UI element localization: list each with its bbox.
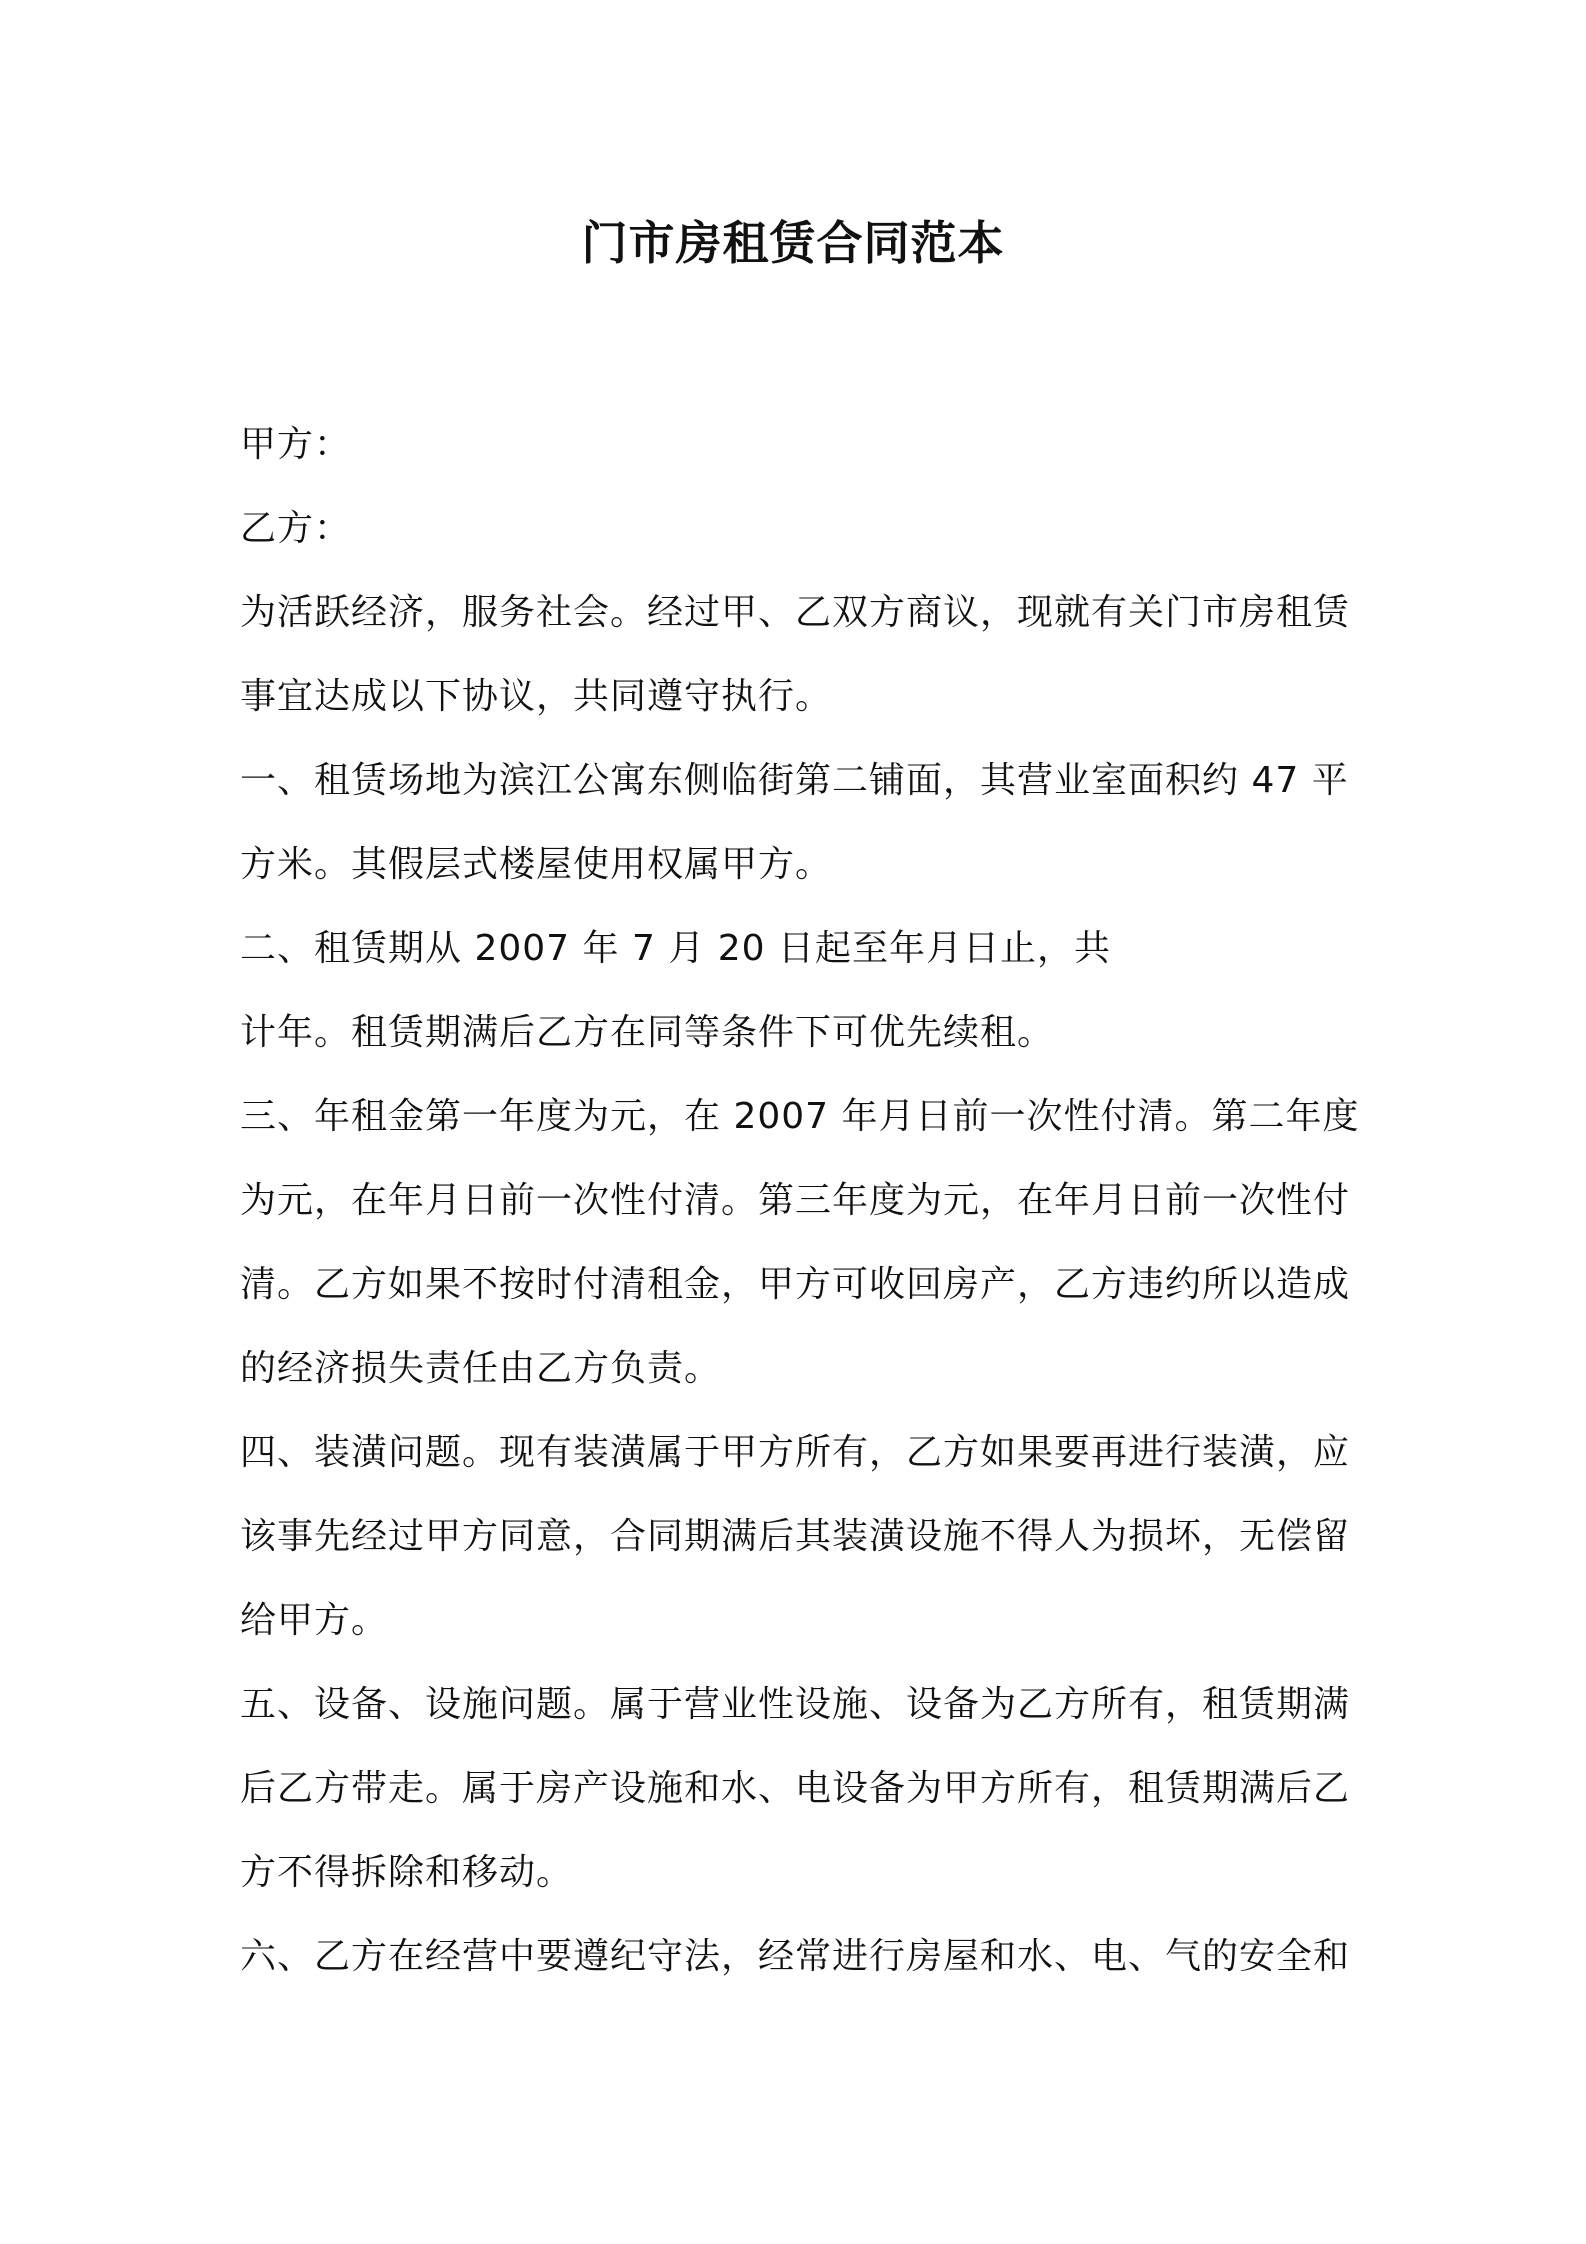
- clause-5-line: 方不得拆除和移动。: [240, 1852, 574, 1893]
- clause-3-line: 的经济损失责任由乙方负责。: [240, 1348, 722, 1389]
- clause-1-line: 方米。其假层式楼屋使用权属甲方。: [240, 844, 833, 885]
- preamble-line: 为活跃经济，服务社会。经过甲、乙双方商议，现就有关门市房租赁: [240, 592, 1351, 633]
- clause-1-line: 一、租赁场地为滨江公寓东侧临街第二铺面，其营业室面积约 47 平: [240, 760, 1349, 801]
- clause-2-line: 计年。租赁期满后乙方在同等条件下可优先续租。: [240, 1012, 1055, 1053]
- clause-4-line: 四、装潢问题。现有装潢属于甲方所有，乙方如果要再进行装潢，应: [240, 1432, 1351, 1473]
- clause-3-line: 三、年租金第一年度为元，在 2007 年月日前一次性付清。第二年度: [240, 1096, 1360, 1137]
- clause-3-line: 清。乙方如果不按时付清租金，甲方可收回房产，乙方违约所以造成: [240, 1264, 1351, 1305]
- clause-6-line: 六、乙方在经营中要遵纪守法，经常进行房屋和水、电、气的安全和: [240, 1936, 1351, 1977]
- clause-5-line: 后乙方带走。属于房产设施和水、电设备为甲方所有，租赁期满后乙: [240, 1768, 1351, 1809]
- clause-4-line: 该事先经过甲方同意，合同期满后其装潢设施不得人为损坏，无偿留: [240, 1516, 1351, 1557]
- clause-3-line: 为元，在年月日前一次性付清。第三年度为元，在年月日前一次性付: [240, 1180, 1351, 1221]
- party-b-line: 乙方：: [240, 508, 352, 549]
- preamble-line: 事宜达成以下协议，共同遵守执行。: [240, 676, 833, 717]
- clause-4-line: 给甲方。: [240, 1600, 389, 1641]
- document-body: [240, 403, 1360, 1999]
- clause-2-line: 二、租赁期从 2007 年 7 月 20 日起至年月日止，共: [240, 928, 1111, 969]
- document-title: 门市房租赁合同范本: [581, 216, 1005, 270]
- clause-5-line: 五、设备、设施问题。属于营业性设施、设备为乙方所有，租赁期满: [240, 1684, 1351, 1725]
- party-a-line: 甲方：: [240, 424, 352, 465]
